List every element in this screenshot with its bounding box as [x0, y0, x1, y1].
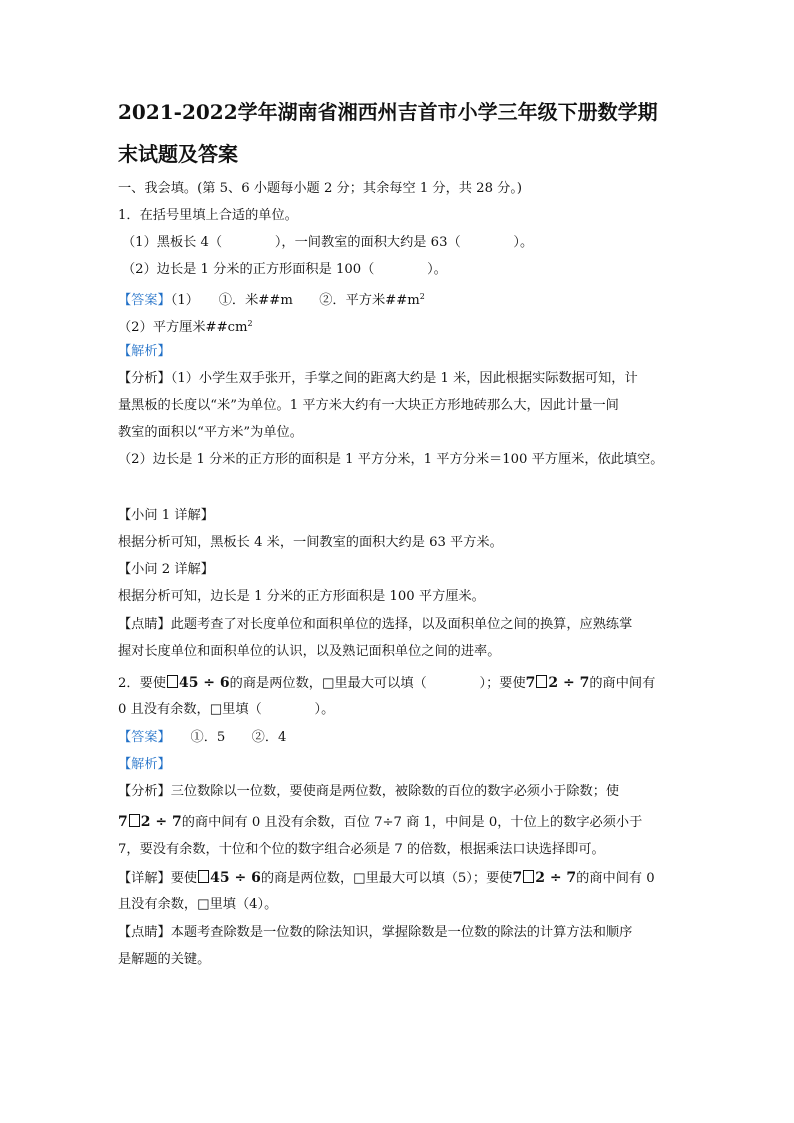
q2-xiangjie-2: 且没有余数，□里填（4）。	[118, 897, 278, 912]
q2-formula-2c	[512, 870, 576, 886]
q1-xiaowen1-text: 根据分析可知，黑板长 4 米，一间教室的面积大约是 63 平方米。	[118, 535, 503, 550]
q2-fenxi-3: 7，要没有余数，十位和个位的数字组合必须是 7 的倍数，根据乘法口诀选择即可。	[118, 842, 605, 857]
dianjing-text-1: 此题考查了对长度单位和面积单位的选择，以及面积单位之间的换算，应熟练掌	[170, 617, 633, 632]
q2-dianjing-1	[118, 924, 632, 942]
q1-fenxi-3: 教室的面积以“平方米”为单位。	[118, 425, 303, 440]
q1-xiaowen2-text: 根据分析可知，边长是 1 分米的正方形面积是 100 平方厘米。	[118, 589, 485, 604]
q2-formula-1	[166, 675, 230, 691]
formula-2c-text: 2 ÷ 7	[535, 870, 577, 886]
answer-sup-2: 2	[247, 319, 253, 328]
q2-xiangjie-1	[118, 869, 655, 888]
q1-part1: （1）黑板长 4（ ），一间教室的面积大约是 63（ ）。	[122, 235, 534, 250]
section-heading: 一、我会填。(第 5、6 小题每小题 2 分；其余每空 1 分，共 28 分。)	[118, 181, 523, 196]
fenxi-text-1: 三位数除以一位数，要使商是两位数，被除数的百位的数字必须小于除数；使	[170, 784, 620, 799]
q2-dianjing-2: 是解题的关键。	[118, 952, 211, 967]
q2-jiexi-tag: 【解析】	[118, 757, 171, 772]
q1-fenxi-1	[118, 370, 638, 388]
q1-fenxi-2: 量黑板的长度以“米”为单位。1 平方米大约有一大块正方形地砖那么大，因此计量一间	[118, 398, 619, 413]
q1-xiaowen2-tag: 【小问 2 详解】	[118, 562, 214, 577]
q2-formula-2b	[118, 814, 182, 830]
xiangjie-tag: 【详解】	[118, 871, 171, 886]
q2-answer	[118, 729, 286, 747]
formula-2b-text: 2 ÷ 7	[140, 814, 182, 830]
q1-part2: （2）边长是 1 分米的正方形面积是 100（ ）。	[122, 262, 447, 277]
q2-text-c: 的商中间有	[589, 676, 656, 691]
answer-tag: 【答案】	[118, 293, 171, 308]
q1-dianjing-1	[118, 616, 632, 634]
formula-2-text: 2 ÷ 7	[548, 675, 590, 691]
q2-formula-1c	[197, 870, 261, 886]
q1-dianjing-2: 握对长度单位和面积单位的认识，以及熟记面积单位之间的进率。	[118, 644, 501, 659]
dianjing-tag: 【点睛】	[118, 617, 171, 632]
q1-xiaowen1-tag: 【小问 1 详解】	[118, 508, 214, 523]
answer-sup-1: 2	[419, 292, 425, 301]
q2-line1	[118, 674, 655, 693]
fenxi-tag: 【分析】	[118, 371, 171, 386]
q2-text-a: 2．要使	[118, 676, 166, 691]
q1-stem: 1．在括号里填上合适的单位。	[118, 208, 298, 223]
q1-jiexi-tag: 【解析】	[118, 344, 171, 359]
q1-answer	[118, 288, 425, 310]
q2-line2: 0 且没有余数，□里填（ ）。	[118, 702, 335, 717]
q1-answer-2	[118, 315, 253, 337]
formula-1-text: 45 ÷ 6	[178, 675, 230, 691]
blank-box-icon	[129, 814, 140, 827]
q2-formula-2	[526, 675, 590, 691]
answer-tag: 【答案】	[118, 730, 165, 745]
q2-fenxi-2	[118, 813, 642, 832]
dianjing-tag: 【点睛】	[118, 925, 171, 940]
fenxi-text-2: 的商中间有 0 且没有余数，百位 7÷7 商 1，中间是 0，十位上的数字必须小于	[181, 815, 643, 830]
dianjing-text-1: 本题考查除数是一位数的除法知识，掌握除数是一位数的除法的计算方法和顺序	[170, 925, 633, 940]
answer-text-2: （2）平方厘米##cm	[118, 320, 248, 335]
fenxi-text-1: （1）小学生双手张开，手掌之间的距离大约是 1 米，因此根据实际数据可知，计	[170, 371, 638, 386]
formula-2-lead: 7	[525, 675, 536, 691]
q2-text-b: 的商是两位数，□里最大可以填（ ）；要使	[229, 676, 526, 691]
answer-text-1: （1） ①．米##m ②．平方米##m	[170, 293, 420, 308]
doc-title-line1: 2021-2022学年湖南省湘西州吉首市小学三年级下册数学期	[118, 100, 658, 124]
xiangjie-b: 的商是两位数，□里最大可以填（5）；要使	[260, 871, 513, 886]
xiangjie-a: 要使	[170, 871, 198, 886]
blank-box-icon	[536, 675, 547, 688]
blank-box-icon	[523, 870, 534, 883]
xiangjie-c: 的商中间有 0	[576, 871, 655, 886]
formula-2c-lead: 7	[512, 870, 523, 886]
fenxi-tag: 【分析】	[118, 784, 171, 799]
answer-text: ①．5 ②．4	[164, 730, 287, 745]
blank-box-icon	[167, 675, 178, 688]
doc-title-line2: 末试题及答案	[118, 142, 238, 166]
formula-2b-lead: 7	[118, 814, 128, 830]
formula-1c-text: 45 ÷ 6	[210, 870, 261, 886]
q2-fenxi-1	[118, 783, 619, 801]
q1-fenxi-4: （2）边长是 1 分米的正方形的面积是 1 平方分米，1 平方分米＝100 平方厘米，依此填空。	[118, 452, 664, 467]
blank-box-icon	[198, 870, 209, 883]
